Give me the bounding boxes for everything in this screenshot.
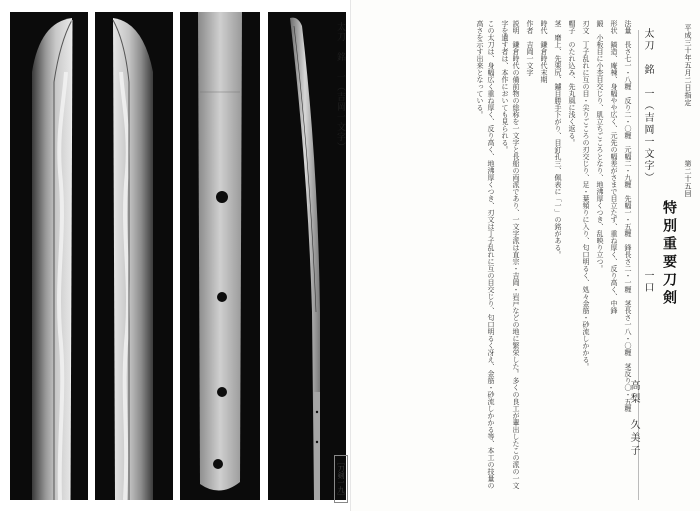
session-number: 第二十五回 [684,160,692,198]
author-name: 高梨 久美子 [628,380,639,458]
session-date: 平成三十年五月二日指定 [684,24,692,107]
body-paragraph: 説明 鎌倉時代の備前物の総称を一文字と長船の両派であり、一文字派は直宗・吉岡・岩戸などの地に繁栄した。多くの良工が輩出したこの派の一文字を遺す者は、本作においても見られる。 [501,20,520,489]
sword-count: 一口 [642,270,653,294]
designation-title: 特別重要刀剣 [661,200,677,308]
blade-photo-upper [10,12,88,500]
body-paragraph: 茎 磨上、先栗尻、鑢目勝手下がり、目釘孔三、佩表に「一」の銘がある。 [554,20,562,258]
body-paragraph: 帽子 のたれ込み、先丸風に浅く返る。 [568,20,576,146]
body-paragraph: 時代 鎌倉時代末期 [540,20,548,83]
blade-photo-lower [95,12,173,500]
text-page [350,0,700,511]
body-paragraph: 鍛 小板目に小杢目交じり、肌立ちごころとなり、地沸厚くつき、乱映り立つ。 [596,20,604,272]
body-paragraph: 形状 鎬造、庵棟、身幅やや広く、元先の幅差がさまで目立たず、重ね厚く、反り高く、中鋒 [610,20,618,314]
body-paragraph: 刃文 丁子乱れに互の目・尖りごころの刃交じり、足・葉頻りに入り、匂口明るく、処々金筋・砂流しかかる。 [582,20,590,370]
body-paragraph: 作者 吉岡一文字 [526,20,534,76]
sword-name: 太刀 銘 一（吉岡一文字） [642,28,653,184]
plate-caption: 太刀 銘 一（吉岡一文字） [335,22,345,152]
body-paragraph: この太刀は、身幅広く重ね厚く、反り高く、地沸厚くつき、刃文は丁子乱れに互の目交じり、匂口明るく冴え、金筋・砂流しかかる等、本工の技量の高さを示す出来となっている。 [476,20,495,489]
description-body [371,20,633,490]
tang-photo [180,12,260,500]
plate-page-number: ［刀剣一九］ [334,455,348,503]
body-paragraph: 法量 長さ七一・八糎 反り二・〇糎 元幅二・九糎 先幅一・五糎 鋒長さ二・一糎 茎長さ一八・〇糎 茎反り〇・五糎 [624,20,632,412]
